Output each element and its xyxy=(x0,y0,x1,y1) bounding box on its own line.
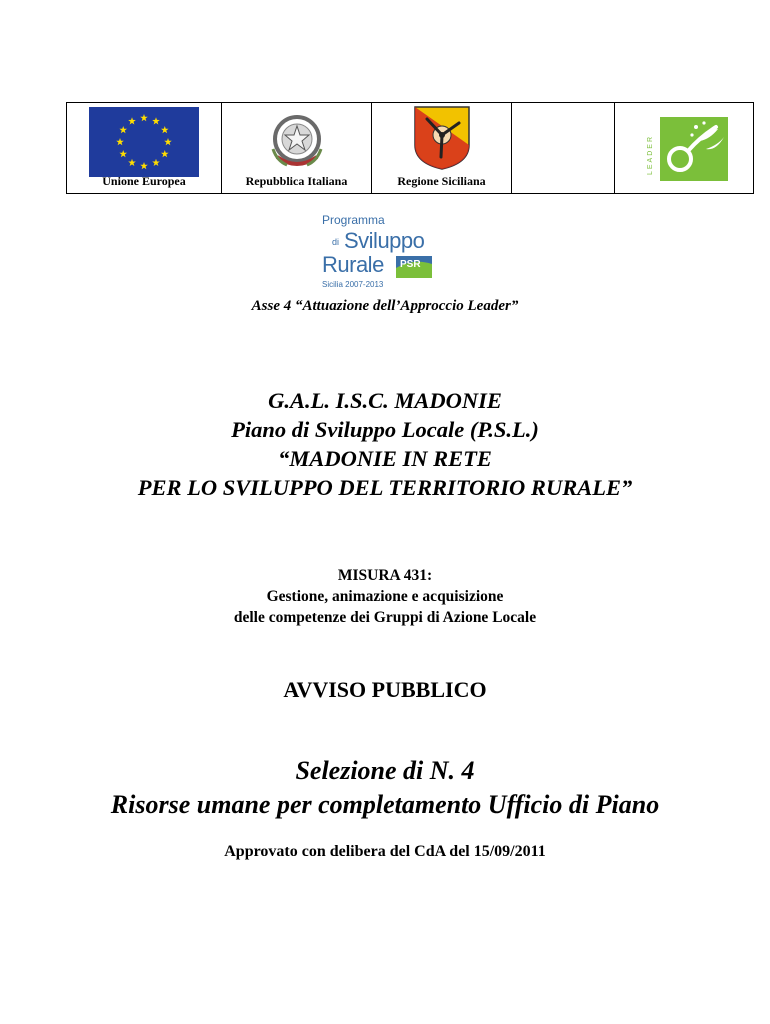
psr-logo-badge: PSR xyxy=(400,259,421,270)
psr-logo-sviluppo: Sviluppo xyxy=(344,228,425,253)
leader-logo-icon xyxy=(636,115,732,185)
avviso-heading: AVVISO PUBBLICO xyxy=(283,677,487,702)
psr-logo-rurale: Rurale xyxy=(322,252,384,277)
gal-title-block xyxy=(0,386,770,502)
asse-subtitle: Asse 4 “Attuazione dell’Approccio Leader” xyxy=(251,298,519,314)
sicily-trinacria-icon xyxy=(411,105,473,171)
psl-title: Piano di Sviluppo Locale (P.S.L.) xyxy=(231,417,539,442)
psr-logo-programma: Programma xyxy=(322,213,385,227)
psl-name-line2: PER LO SVILUPPO DEL TERRITORIO RURALE” xyxy=(137,475,633,500)
selezione-block xyxy=(0,754,770,822)
psr-logo-sicilia: Sicilia 2007-2013 xyxy=(322,280,384,289)
gal-name: G.A.L. I.S.C. MADONIE xyxy=(268,388,502,413)
misura-desc-line2: delle competenze dei Gruppi di Azione Locale xyxy=(233,609,537,626)
logo-caption-eu: Unione Europea xyxy=(102,174,186,188)
psl-name-line1: “MADONIE IN RETE xyxy=(278,446,492,471)
logo-strip xyxy=(66,102,754,194)
logo-cell-sicilia xyxy=(372,103,512,193)
eu-flag-icon xyxy=(89,107,199,177)
misura-desc-line1: Gestione, animazione e acquisizione xyxy=(266,588,504,605)
selezione-line2: Risorse umane per completamento Ufficio di Piano xyxy=(110,790,660,819)
psr-logo xyxy=(318,212,446,290)
svg-text:LEADER: LEADER xyxy=(647,134,654,175)
logo-cell-leader xyxy=(615,103,753,193)
misura-block xyxy=(0,565,770,628)
logo-caption-sicilia: Regione Siciliana xyxy=(397,174,486,188)
psr-logo-di: di xyxy=(332,237,340,247)
misura-title: MISURA 431: xyxy=(337,567,433,584)
logo-caption-italia: Repubblica Italiana xyxy=(245,174,348,188)
logo-cell-italia xyxy=(222,103,372,193)
approval-note: Approvato con delibera del CdA del 15/09/2011 xyxy=(224,843,546,860)
italian-emblem-icon xyxy=(267,109,327,173)
logo-cell-eu xyxy=(67,103,222,193)
logo-cell-empty xyxy=(512,103,615,193)
selezione-line1: Selezione di N. 4 xyxy=(295,756,475,785)
